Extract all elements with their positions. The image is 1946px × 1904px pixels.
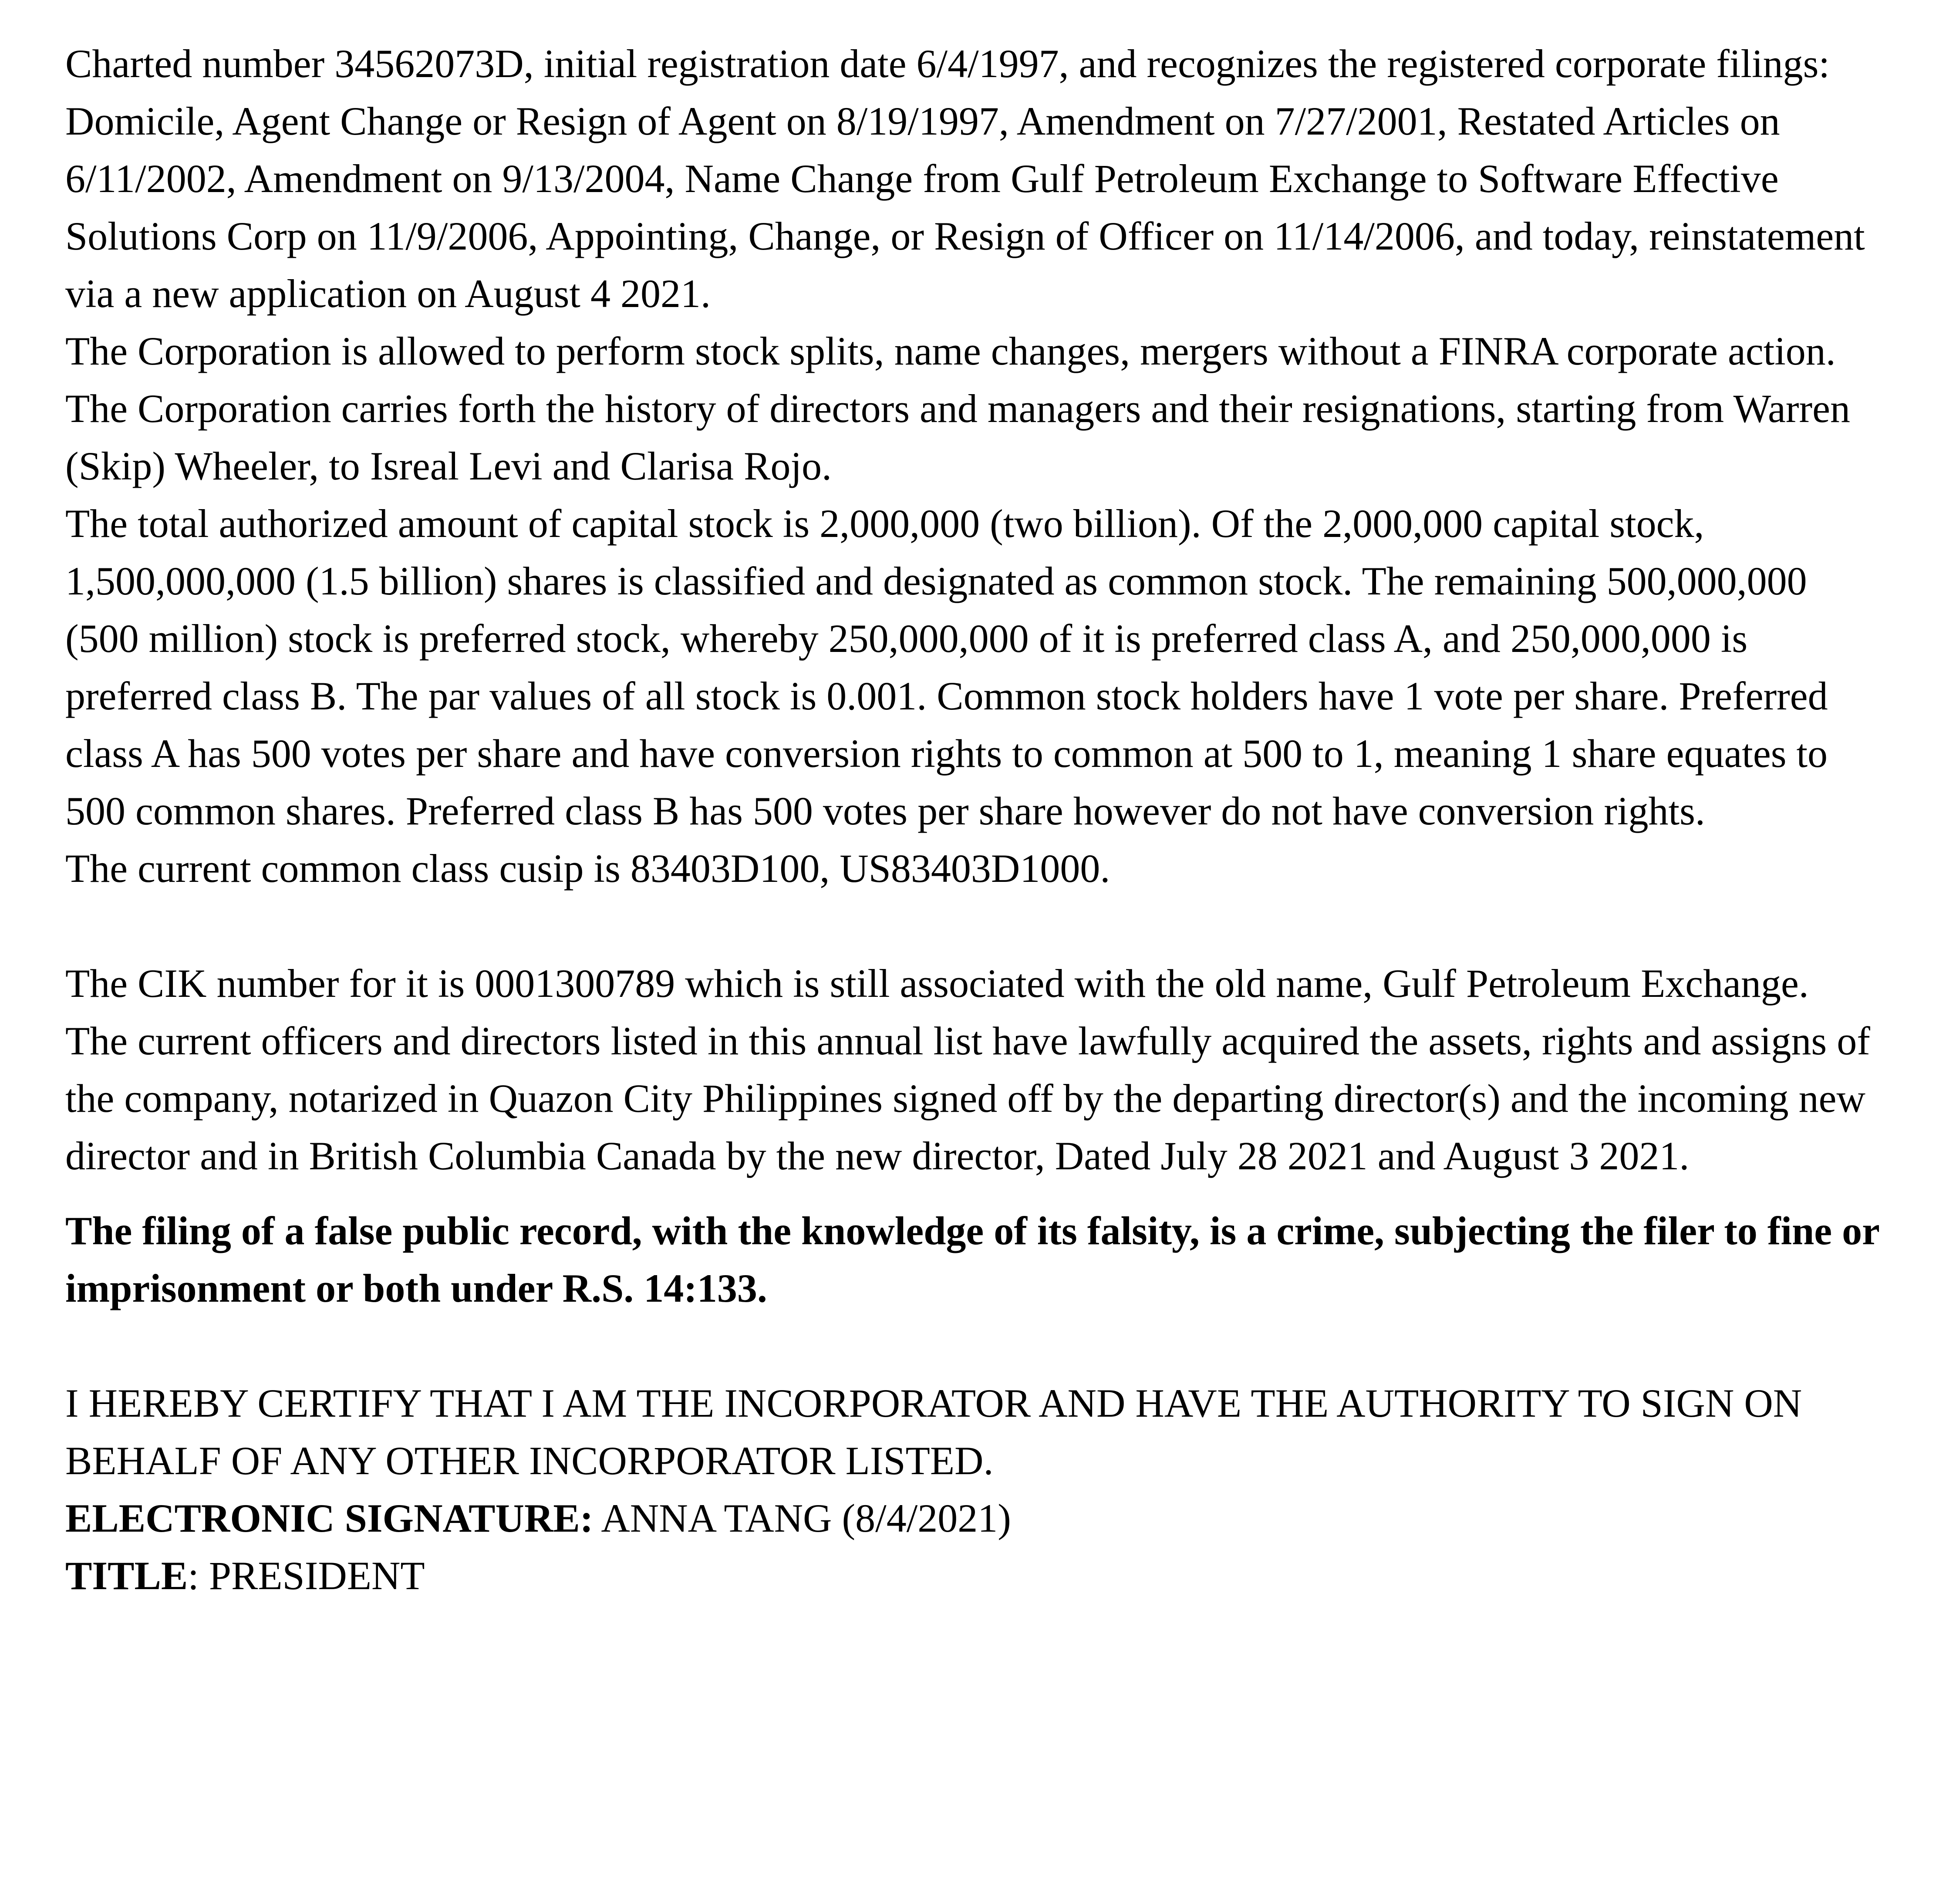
- title-label: TITLE: [65, 1553, 188, 1598]
- false-record-warning: The filing of a false public record, with the knowledge of its falsity, is a crime, subjecting the filer to fine or imprisonment or both under R.S. 14:133.: [65, 1209, 1879, 1310]
- electronic-signature-line: [65, 1489, 1885, 1547]
- signature-label: ELECTRONIC SIGNATURE:: [65, 1496, 594, 1540]
- incorporator-certification: I HEREBY CERTIFY THAT I AM THE INCORPORATOR AND HAVE THE AUTHORITY TO SIGN ON BEHALF OF ANY OTHER INCORPORATOR LISTED.: [65, 1381, 1802, 1483]
- paragraph-corporate-actions: The Corporation is allowed to perform stock splits, name changes, mergers without a FINRA corporate action.: [65, 329, 1836, 373]
- paragraph-registration-history: Charted number 34562073D, initial registration date 6/4/1997, and recognizes the registered corporate filings: Domicile, Agent Change or Resign of Agent on 8/19/1997, Amendment on 7/27/2001, Restated Articles on 6/11/2002, Amendment on 9/13/2004, Name Change from Gulf Petroleum Exchange to Software Effective Solutions Corp on 11/9/2006, Appointing, Change, or Resign of Officer on 11/14/2006, and today, reinstatement via a new application on August 4 2021.: [65, 41, 1865, 316]
- paragraph-officers-directors: The current officers and directors listed in this annual list have lawfully acquired the assets, rights and assigns of the company, notarized in Quazon City Philippines signed off by the departing director(s) and the incoming new director and in British Columbia Canada by the new director, Dated July 28 2021 and August 3 2021.: [65, 1019, 1870, 1178]
- spacer: [65, 1185, 1885, 1202]
- paragraph-capital-stock: The total authorized amount of capital stock is 2,000,000 (two billion). Of the 2,000,000 capital stock, 1,500,000,000 (1.5 billion) shares is classified and designated as common stock. The remaining 500,000,000 (500 million) stock is preferred stock, whereby 250,000,000 of it is preferred class A, and 250,000,000 is preferred class B. The par values of all stock is 0.001. Common stock holders have 1 vote per share. Preferred class A has 500 votes per share and have conversion rights to common at 500 to 1, meaning 1 share equates to 500 common shares. Preferred class B has 500 votes per share however do not have conversion rights.: [65, 501, 1828, 833]
- signature-value: ANNA TANG (8/4/2021): [593, 1496, 1011, 1540]
- paragraph-directors-history: The Corporation carries forth the history of directors and managers and their resignations, starting from Warren (Skip) Wheeler, to Isreal Levi and Clarisa Rojo.: [65, 386, 1850, 488]
- document-page: [65, 35, 1885, 1604]
- title-value: : PRESIDENT: [188, 1553, 425, 1598]
- paragraph-cusip: The current common class cusip is 83403D100, US83403D1000.: [65, 846, 1110, 891]
- paragraph-cik-number: The CIK number for it is 0001300789 which is still associated with the old name, Gulf Petroleum Exchange.: [65, 961, 1809, 1006]
- spacer: [65, 897, 1885, 955]
- spacer: [65, 1317, 1885, 1374]
- title-line: [65, 1547, 1885, 1604]
